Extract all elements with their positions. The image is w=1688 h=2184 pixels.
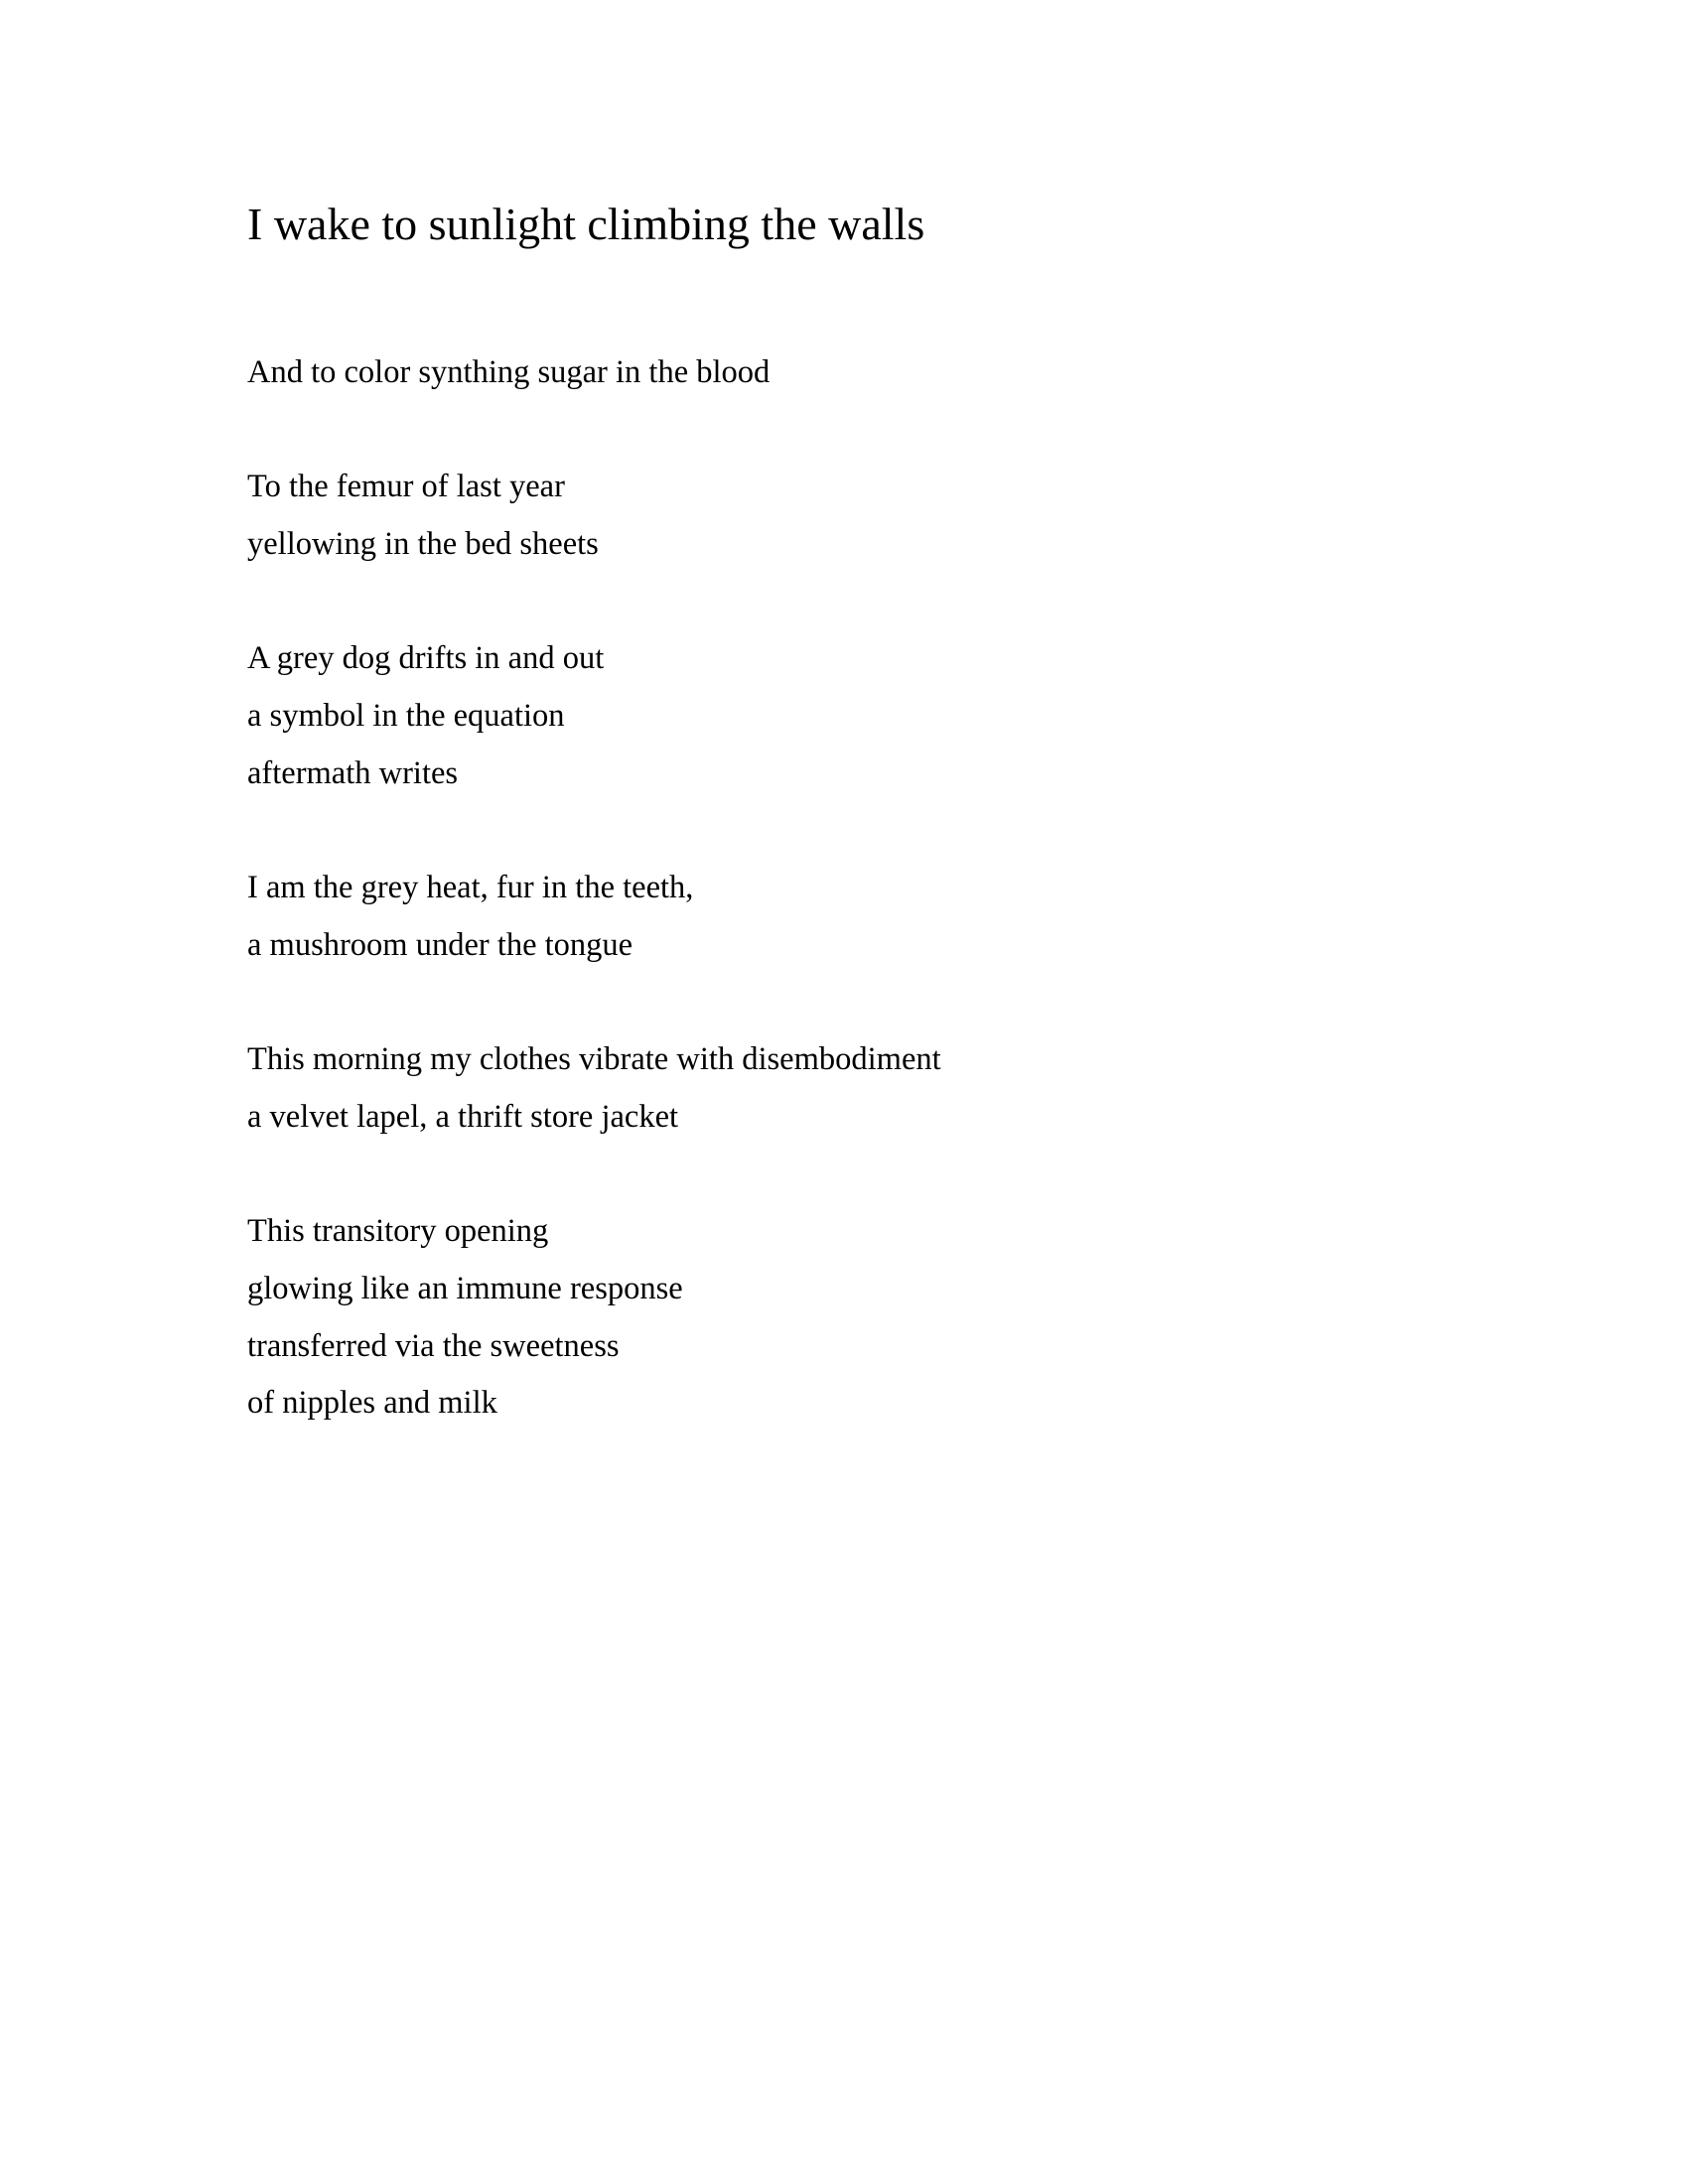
poem-line: a velvet lapel, a thrift store jacket: [247, 1098, 679, 1135]
poem-line: A grey dog drifts in and out: [247, 640, 605, 677]
poem-line: glowing like an immune response: [247, 1271, 683, 1306]
poem-line: This transitory opening: [247, 1213, 549, 1250]
stanza-6: [247, 1203, 941, 1433]
poem-line: To the femur of last year: [247, 469, 565, 505]
poem-line: of nipples and milk: [247, 1385, 497, 1422]
poem-line: a symbol in the equation: [247, 698, 565, 735]
stanza-1: [247, 344, 941, 402]
poem-line: aftermath writes: [247, 754, 459, 791]
stanza-2: [247, 459, 941, 573]
poem-line: And to color synthing sugar in the blood: [247, 354, 771, 390]
poem-line: I am the grey heat, fur in the teeth,: [247, 870, 694, 906]
stanza-4: [247, 860, 941, 974]
poem-line: transferred via the sweetness: [247, 1327, 620, 1364]
stanza-5: [247, 1031, 941, 1146]
stanza-3: [247, 630, 941, 802]
poem-body: [247, 344, 941, 1433]
poem-line: a mushroom under the tongue: [247, 926, 633, 963]
poem-line: yellowing in the bed sheets: [247, 526, 599, 563]
poem-title: I wake to sunlight climbing the walls: [247, 199, 925, 249]
poem-line: This morning my clothes vibrate with disembodiment: [247, 1041, 941, 1078]
